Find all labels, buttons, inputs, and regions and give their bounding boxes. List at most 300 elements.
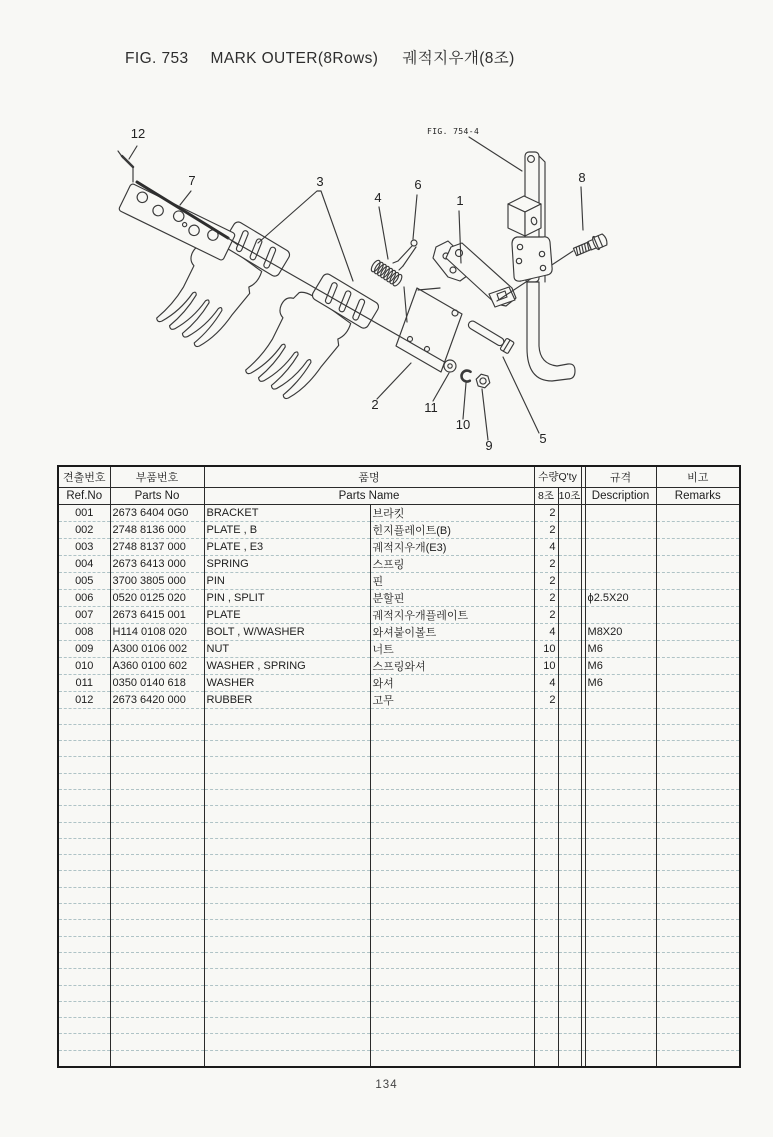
cell-ref xyxy=(58,806,110,822)
cell-pno xyxy=(110,920,204,936)
cell-rem xyxy=(656,855,740,871)
callout-5: 5 xyxy=(539,431,547,446)
cell-rem xyxy=(656,822,740,838)
cell-pno xyxy=(110,887,204,903)
cell-ref xyxy=(58,789,110,805)
empty-row xyxy=(58,741,740,757)
cell-nen xyxy=(204,1001,370,1017)
cell-pno xyxy=(110,741,204,757)
cell-q10 xyxy=(558,741,581,757)
nut xyxy=(476,374,490,388)
cell-rem xyxy=(656,969,740,985)
cell-q10 xyxy=(558,952,581,968)
table-row xyxy=(58,623,740,640)
cell-q8 xyxy=(534,757,558,773)
cell-rem xyxy=(656,538,740,555)
empty-row xyxy=(58,952,740,968)
cell-pno xyxy=(110,985,204,1001)
empty-row xyxy=(58,985,740,1001)
cell-nen xyxy=(204,838,370,854)
cell-nen xyxy=(204,1018,370,1034)
cell-ref: 011 xyxy=(58,674,110,691)
empty-row xyxy=(58,904,740,920)
cell-q8: 2 xyxy=(534,555,558,572)
empty-row xyxy=(58,773,740,789)
header-row-english xyxy=(58,487,740,504)
cell-q10 xyxy=(558,589,581,606)
empty-row xyxy=(58,887,740,903)
cell-ref xyxy=(58,871,110,887)
cell-q10 xyxy=(558,640,581,657)
cell-nkr xyxy=(370,789,534,805)
cell-nen xyxy=(204,904,370,920)
cell-nkr: 궤적지우개(E3) xyxy=(370,538,534,555)
header-pno-kr: 부품번호 xyxy=(110,466,204,487)
cell-nen xyxy=(204,969,370,985)
cell-ref xyxy=(58,838,110,854)
exploded-parts-diagram xyxy=(0,0,773,465)
cell-rem xyxy=(656,920,740,936)
cell-pno: A360 0100 602 xyxy=(110,657,204,674)
cell-nkr: 분할핀 xyxy=(370,589,534,606)
cell-pno xyxy=(110,822,204,838)
cell-ref xyxy=(58,1018,110,1034)
cell-rem xyxy=(656,1050,740,1066)
cell-q10 xyxy=(558,555,581,572)
cell-nen xyxy=(204,936,370,952)
j-hook xyxy=(527,282,575,381)
callout-9: 9 xyxy=(485,438,493,453)
cell-ref xyxy=(58,855,110,871)
cell-nkr xyxy=(370,724,534,740)
cell-q8: 4 xyxy=(534,538,558,555)
cell-desc xyxy=(585,572,656,589)
cell-nen xyxy=(204,806,370,822)
callout-1: 1 xyxy=(456,193,464,208)
cell-q10 xyxy=(558,724,581,740)
cell-q10 xyxy=(558,708,581,724)
cell-ref xyxy=(58,969,110,985)
cell-desc xyxy=(585,969,656,985)
cell-nen xyxy=(204,724,370,740)
cell-rem xyxy=(656,871,740,887)
cell-rem xyxy=(656,657,740,674)
cell-nen xyxy=(204,920,370,936)
table-row xyxy=(58,538,740,555)
cell-ref: 005 xyxy=(58,572,110,589)
cell-q10 xyxy=(558,504,581,521)
cell-pno: 0350 0140 618 xyxy=(110,674,204,691)
cell-nen: BRACKET xyxy=(204,504,370,521)
cell-nkr xyxy=(370,1018,534,1034)
cell-desc: M6 xyxy=(585,657,656,674)
split-pin xyxy=(393,240,417,270)
cell-nen: RUBBER xyxy=(204,691,370,708)
cell-ref: 004 xyxy=(58,555,110,572)
cell-q10 xyxy=(558,822,581,838)
cell-desc xyxy=(585,504,656,521)
header-row-korean xyxy=(58,466,740,487)
header-ref-kr: 견출번호 xyxy=(58,466,110,487)
cell-rem xyxy=(656,1018,740,1034)
cell-nkr: 궤적지우개플레이트 xyxy=(370,606,534,623)
cell-rem xyxy=(656,640,740,657)
cell-desc xyxy=(585,822,656,838)
empty-row xyxy=(58,724,740,740)
empty-row xyxy=(58,969,740,985)
cell-q8: 4 xyxy=(534,623,558,640)
cell-q8 xyxy=(534,724,558,740)
table-row xyxy=(58,589,740,606)
cell-nkr: 스프링 xyxy=(370,555,534,572)
empty-row xyxy=(58,1001,740,1017)
cell-ref xyxy=(58,952,110,968)
cell-nkr: 와셔 xyxy=(370,674,534,691)
cell-rem xyxy=(656,904,740,920)
cell-q8 xyxy=(534,887,558,903)
cell-q10 xyxy=(558,691,581,708)
cell-desc xyxy=(585,691,656,708)
cell-q10 xyxy=(558,1034,581,1050)
cell-rem xyxy=(656,936,740,952)
cell-q8: 2 xyxy=(534,589,558,606)
cell-ref xyxy=(58,985,110,1001)
four-hole-plate xyxy=(512,237,552,281)
cell-q10 xyxy=(558,623,581,640)
cell-pno xyxy=(110,789,204,805)
cell-pno: 2748 8136 000 xyxy=(110,521,204,538)
cell-nen: PLATE xyxy=(204,606,370,623)
cell-nen xyxy=(204,773,370,789)
cell-pno xyxy=(110,773,204,789)
cell-desc xyxy=(585,855,656,871)
cell-pno: 3700 3805 000 xyxy=(110,572,204,589)
cell-desc xyxy=(585,952,656,968)
cell-ref: 007 xyxy=(58,606,110,623)
cell-q8 xyxy=(534,952,558,968)
cell-rem xyxy=(656,806,740,822)
cell-nkr xyxy=(370,1034,534,1050)
cell-ref: 002 xyxy=(58,521,110,538)
table-row xyxy=(58,572,740,589)
cell-q10 xyxy=(558,757,581,773)
cell-nkr xyxy=(370,855,534,871)
cell-desc xyxy=(585,521,656,538)
cell-q8 xyxy=(534,871,558,887)
empty-row xyxy=(58,920,740,936)
cell-desc xyxy=(585,606,656,623)
header-desc-en: Description xyxy=(585,487,656,504)
cell-nkr xyxy=(370,1001,534,1017)
cell-nkr xyxy=(370,741,534,757)
cell-nkr: 너트 xyxy=(370,640,534,657)
title-fig-number: FIG. 753 xyxy=(125,50,189,67)
cell-ref: 009 xyxy=(58,640,110,657)
cell-desc xyxy=(585,1001,656,1017)
cell-rem xyxy=(656,952,740,968)
cell-ref: 006 xyxy=(58,589,110,606)
cell-rem xyxy=(656,887,740,903)
cell-nkr xyxy=(370,969,534,985)
cell-nen: NUT xyxy=(204,640,370,657)
cell-q8: 2 xyxy=(534,521,558,538)
cell-nen xyxy=(204,1050,370,1066)
callout-2: 2 xyxy=(371,397,379,412)
cell-nkr xyxy=(370,920,534,936)
cell-pno xyxy=(110,757,204,773)
callout-3: 3 xyxy=(316,174,324,189)
cell-desc xyxy=(585,741,656,757)
cell-rem xyxy=(656,708,740,724)
cell-desc xyxy=(585,806,656,822)
header-pno-en: Parts No xyxy=(110,487,204,504)
parts-table-body xyxy=(58,504,740,1067)
cell-q10 xyxy=(558,1001,581,1017)
empty-row xyxy=(58,806,740,822)
cell-ref xyxy=(58,724,110,740)
table-row xyxy=(58,691,740,708)
cell-rem xyxy=(656,1034,740,1050)
cell-q8: 4 xyxy=(534,674,558,691)
cell-desc xyxy=(585,985,656,1001)
cell-desc xyxy=(585,708,656,724)
cell-q8 xyxy=(534,806,558,822)
cell-q10 xyxy=(558,985,581,1001)
cell-q8: 2 xyxy=(534,691,558,708)
cell-q10 xyxy=(558,1018,581,1034)
cell-nen xyxy=(204,985,370,1001)
cell-q8: 2 xyxy=(534,572,558,589)
cell-rem xyxy=(656,789,740,805)
cell-nkr xyxy=(370,952,534,968)
empty-row xyxy=(58,789,740,805)
cell-q8 xyxy=(534,1050,558,1066)
eraser-plate-2 xyxy=(241,261,380,415)
cell-pno: H114 0108 020 xyxy=(110,623,204,640)
cell-ref xyxy=(58,741,110,757)
empty-row xyxy=(58,1034,740,1050)
cell-nen xyxy=(204,855,370,871)
callout-11: 11 xyxy=(424,400,438,415)
callout-4: 4 xyxy=(374,190,382,205)
empty-row xyxy=(58,822,740,838)
table-row xyxy=(58,521,740,538)
cell-pno xyxy=(110,936,204,952)
cell-desc xyxy=(585,1034,656,1050)
cell-ref xyxy=(58,904,110,920)
cell-nkr xyxy=(370,806,534,822)
cell-q8 xyxy=(534,936,558,952)
cell-pno xyxy=(110,1050,204,1066)
cell-nen: PIN , SPLIT xyxy=(204,589,370,606)
cell-desc xyxy=(585,871,656,887)
header-name-kr: 품명 xyxy=(204,466,534,487)
cell-desc xyxy=(585,773,656,789)
cell-desc xyxy=(585,936,656,952)
parts-table xyxy=(57,465,741,1068)
callout-7: 7 xyxy=(188,173,196,188)
cell-desc xyxy=(585,838,656,854)
empty-row xyxy=(58,708,740,724)
cell-nkr xyxy=(370,936,534,952)
cell-q8 xyxy=(534,822,558,838)
table-row xyxy=(58,555,740,572)
cell-desc xyxy=(585,887,656,903)
cell-ref xyxy=(58,920,110,936)
cell-ref xyxy=(58,936,110,952)
cell-q10 xyxy=(558,969,581,985)
cell-desc xyxy=(585,904,656,920)
cell-desc xyxy=(585,555,656,572)
cell-q8 xyxy=(534,773,558,789)
header-rem-kr: 비고 xyxy=(656,466,740,487)
cell-q8: 10 xyxy=(534,640,558,657)
cell-pno xyxy=(110,838,204,854)
cell-q8: 2 xyxy=(534,504,558,521)
cell-q10 xyxy=(558,887,581,903)
cell-desc xyxy=(585,538,656,555)
cell-ref xyxy=(58,1034,110,1050)
empty-row xyxy=(58,838,740,854)
cell-q10 xyxy=(558,521,581,538)
cell-q8 xyxy=(534,741,558,757)
empty-row xyxy=(58,855,740,871)
cell-desc xyxy=(585,789,656,805)
cell-q10 xyxy=(558,838,581,854)
cell-nen xyxy=(204,757,370,773)
cell-pno: 2673 6404 0G0 xyxy=(110,504,204,521)
header-desc-kr: 규격 xyxy=(585,466,656,487)
cell-nkr xyxy=(370,1050,534,1066)
cell-nen: PIN xyxy=(204,572,370,589)
washer xyxy=(444,360,456,372)
cell-rem xyxy=(656,555,740,572)
cell-q8 xyxy=(534,920,558,936)
cell-nkr xyxy=(370,773,534,789)
cell-pno xyxy=(110,724,204,740)
cell-ref xyxy=(58,708,110,724)
cell-q8: 2 xyxy=(534,606,558,623)
cell-q8 xyxy=(534,969,558,985)
cell-q10 xyxy=(558,657,581,674)
cell-nen xyxy=(204,708,370,724)
cell-q10 xyxy=(558,606,581,623)
table-row xyxy=(58,504,740,521)
cell-q8 xyxy=(534,789,558,805)
callout-12: 12 xyxy=(130,126,146,141)
cell-desc: M8X20 xyxy=(585,623,656,640)
cell-pno: 0520 0125 020 xyxy=(110,589,204,606)
cell-rem xyxy=(656,606,740,623)
cell-nen xyxy=(204,952,370,968)
cell-ref: 008 xyxy=(58,623,110,640)
cell-desc: M6 xyxy=(585,640,656,657)
cell-pno xyxy=(110,806,204,822)
cell-rem xyxy=(656,521,740,538)
cell-nkr: 핀 xyxy=(370,572,534,589)
cell-ref: 010 xyxy=(58,657,110,674)
cell-pno xyxy=(110,871,204,887)
cell-rem xyxy=(656,572,740,589)
cell-desc xyxy=(585,1050,656,1066)
empty-row xyxy=(58,1018,740,1034)
page-number: 134 xyxy=(375,1079,398,1091)
cell-rem xyxy=(656,623,740,640)
cell-desc: M6 xyxy=(585,674,656,691)
cell-nen xyxy=(204,789,370,805)
cell-nen: PLATE , B xyxy=(204,521,370,538)
cell-nkr xyxy=(370,708,534,724)
header-qty-8: 8조 xyxy=(534,487,558,504)
cell-pno xyxy=(110,708,204,724)
cell-ref xyxy=(58,773,110,789)
cell-q10 xyxy=(558,538,581,555)
cell-pno xyxy=(110,1034,204,1050)
cell-nen: BOLT , W/WASHER xyxy=(204,623,370,640)
cell-ref xyxy=(58,1001,110,1017)
cell-rem xyxy=(656,504,740,521)
cell-rem xyxy=(656,741,740,757)
cell-nen: WASHER xyxy=(204,674,370,691)
spring-attach-line xyxy=(404,287,407,322)
fig-754-4-reference: FIG. 754-4 xyxy=(427,127,480,136)
coil-spring xyxy=(370,259,404,287)
cell-ref xyxy=(58,822,110,838)
cell-q8 xyxy=(534,838,558,854)
cell-ref xyxy=(58,1050,110,1066)
cell-rem xyxy=(656,757,740,773)
cell-desc: ϕ2.5X20 xyxy=(585,589,656,606)
table-row xyxy=(58,606,740,623)
cell-desc xyxy=(585,757,656,773)
cell-nkr xyxy=(370,822,534,838)
cell-q8: 10 xyxy=(534,657,558,674)
header-rem-en: Remarks xyxy=(656,487,740,504)
cell-rem xyxy=(656,1001,740,1017)
empty-row xyxy=(58,936,740,952)
cell-ref xyxy=(58,887,110,903)
cell-q10 xyxy=(558,871,581,887)
cell-nkr: 브라킷 xyxy=(370,504,534,521)
cell-nen xyxy=(204,887,370,903)
cell-rem xyxy=(656,724,740,740)
cell-desc xyxy=(585,920,656,936)
cell-nkr: 스프링와셔 xyxy=(370,657,534,674)
callout-10: 10 xyxy=(455,417,471,432)
title-korean-name: 궤적지우개(8조) xyxy=(402,50,515,67)
eraser-plate xyxy=(396,288,462,372)
cell-q8 xyxy=(534,855,558,871)
empty-row xyxy=(58,1050,740,1066)
cell-rem xyxy=(656,691,740,708)
cell-q10 xyxy=(558,789,581,805)
cell-pno xyxy=(110,1001,204,1017)
cell-q10 xyxy=(558,904,581,920)
cell-q10 xyxy=(558,773,581,789)
cell-nen: PLATE , E3 xyxy=(204,538,370,555)
cell-nkr xyxy=(370,757,534,773)
cell-q10 xyxy=(558,936,581,952)
cell-q8 xyxy=(534,1001,558,1017)
cell-pno: 2748 8137 000 xyxy=(110,538,204,555)
header-ref-en: Ref.No xyxy=(58,487,110,504)
cell-rem xyxy=(656,838,740,854)
cell-nkr xyxy=(370,985,534,1001)
cell-q10 xyxy=(558,920,581,936)
cell-desc xyxy=(585,724,656,740)
cell-rem xyxy=(656,773,740,789)
table-row xyxy=(58,640,740,657)
